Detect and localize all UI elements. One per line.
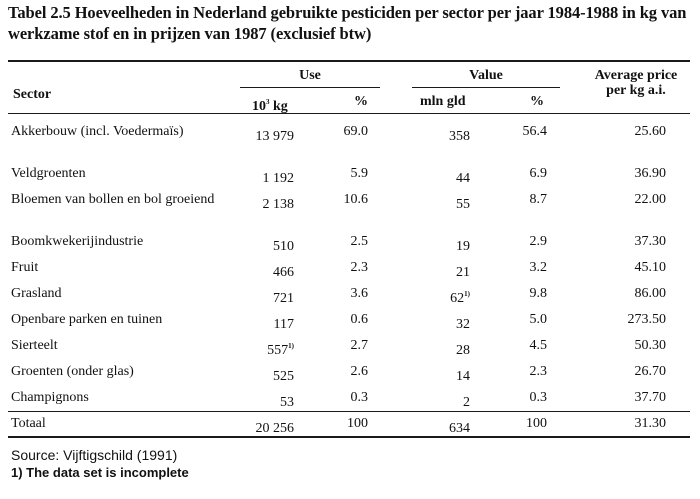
row-value: 44 [456,171,470,186]
row-value-pct: 3.2 [529,260,547,275]
table-title: Tabel 2.5 Hoeveelheden in Nederland gebruikte pesticiden per sector per jaar 1984-1988 in kg van werkzame stof en in prijzen van 1987 (exclusief btw) [8,3,687,43]
row-use: 53 [280,395,294,410]
row-use: 466 [273,265,294,280]
row-price: 45.10 [634,260,666,275]
row-value: 21 [456,265,470,280]
row-price: 26.70 [634,364,666,379]
header-bottom-rule [8,113,690,114]
row-sector: Sierteelt [11,338,58,353]
row-use: 2 138 [262,197,294,212]
total-rule [8,411,690,412]
row-value-pct: 9.8 [529,286,547,301]
row-value-pct: 56.4 [522,124,547,139]
header-use-pct: % [354,94,368,109]
row-use: 721 [273,291,294,306]
row-value: 28 [456,343,470,358]
row-use: 510 [273,239,294,254]
row-value-pct: 8.7 [529,192,547,207]
row-value: 14 [456,369,470,384]
row-sector: Fruit [11,260,39,275]
row-use: 13 979 [255,129,294,144]
row-price: 25.60 [634,124,666,139]
row-use-pct: 100 [347,416,368,431]
row-sector: Openbare parken en tuinen [11,312,163,327]
row-sector: Bloemen van bollen en bol groeiend [11,192,215,207]
row-use-pct: 2.7 [350,338,368,353]
row-price: 50.30 [634,338,666,353]
row-value: 62$^{1)}$ [450,290,470,306]
row-use-pct: 2.6 [350,364,368,379]
value-header-rule [412,87,560,88]
row-sector: Champignons [11,390,89,405]
row-value-pct: 5.0 [529,312,547,327]
row-use-pct: 0.3 [350,390,368,405]
row-use: 1 192 [262,171,294,186]
row-sector: Groenten (onder glas) [11,364,134,379]
row-price: 31.30 [634,416,666,431]
row-value-pct: 6.9 [529,166,547,181]
row-price: 22.00 [634,192,666,207]
row-use-pct: 10.6 [343,192,368,207]
row-value: 55 [456,197,470,212]
row-value-pct: 4.5 [529,338,547,353]
row-use-pct: 5.9 [350,166,368,181]
use-header-rule [240,87,380,88]
row-sector: Veldgroenten [11,166,86,181]
row-use-pct: 69.0 [343,124,368,139]
footnote: 1) The data set is incomplete [11,465,189,480]
row-sector: Totaal [11,416,46,431]
row-price: 86.00 [634,286,666,301]
header-use: Use [299,68,321,83]
row-use: 557$^{1)}$ [267,342,294,358]
row-price: 37.70 [634,390,666,405]
header-use-unit: $10^3$ kg [252,98,288,114]
header-sector: Sector [13,87,52,102]
row-price: 37.30 [634,234,666,249]
header-value-pct: % [530,94,544,109]
top-rule [8,60,690,62]
row-value: 32 [456,317,470,332]
row-value-pct: 2.3 [529,364,547,379]
row-value-pct: 0.3 [529,390,547,405]
row-use-pct: 2.5 [350,234,368,249]
row-sector: Boomkwekerijindustrie [11,234,144,249]
bottom-rule [8,436,690,438]
row-value-pct: 100 [526,416,547,431]
header-average-price [580,68,692,98]
row-price: 36.90 [634,166,666,181]
row-use-pct: 2.3 [350,260,368,275]
header-average-price-line1: Average price [594,68,678,83]
row-use: 117 [273,317,294,332]
row-value: 634 [449,421,470,436]
row-sector: Akkerbouw (incl. Voedermaïs) [11,124,184,139]
row-use-pct: 3.6 [350,286,368,301]
header-value: Value [469,68,503,83]
header-value-unit: mln gld [420,94,466,109]
source-note: Source: Vijftigschild (1991) [11,447,178,463]
row-value: 2 [463,395,470,410]
row-value: 358 [449,129,470,144]
row-value: 19 [456,239,470,254]
row-use: 525 [273,369,294,384]
row-sector: Grasland [11,286,62,301]
header-average-price-line2: per kg a.i. [606,83,666,98]
row-value-pct: 2.9 [529,234,547,249]
row-use: 20 256 [255,421,294,436]
row-use-pct: 0.6 [350,312,368,327]
row-price: 273.50 [627,312,666,327]
